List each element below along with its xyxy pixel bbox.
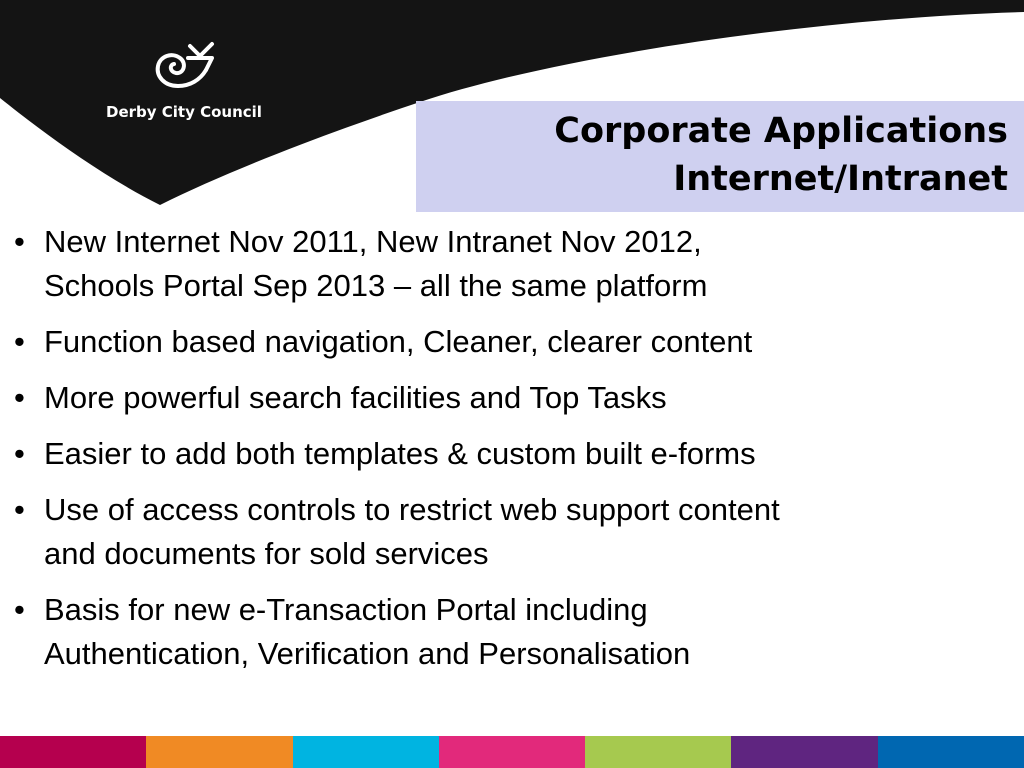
bullet-dot: • [14,324,25,359]
bullet-text-line: Basis for new e-Transaction Portal including [44,592,648,627]
bullet-text-line: Easier to add both templates & custom built e-forms [44,436,756,471]
bullet-item [0,320,780,364]
title-box [416,101,1024,212]
page-title-line-1: Corporate Applications [554,111,1008,151]
bullet-item [0,588,780,676]
stripe-segment [585,736,731,768]
bullet-item [0,376,780,420]
bullet-text-line: More powerful search facilities and Top Tasks [44,380,667,415]
bullet-text-line: Authentication, Verification and Personalisation [44,636,691,671]
bullet-text-line: New Internet Nov 2011, New Intranet Nov 2012, [44,224,702,259]
bullet-item [0,488,780,576]
stripe-segment [0,736,146,768]
bullet-dot: • [14,380,25,415]
bullet-dot: • [14,224,25,259]
ram-logo-icon [150,40,220,100]
stripe-segment [878,736,1024,768]
bullet-dot: • [14,592,25,627]
bullet-text-line: and documents for sold services [44,536,489,571]
stripe-segment [293,736,439,768]
bullet-item [0,220,780,308]
bullet-text-line: Use of access controls to restrict web support content [44,492,780,527]
stripe-segment [731,736,877,768]
footer-color-stripe [0,736,1024,768]
bullet-list [0,220,780,688]
stripe-segment [439,736,585,768]
brand-name: Derby City Council [106,103,262,121]
bullet-text-line: Schools Portal Sep 2013 – all the same platform [44,268,708,303]
bullet-item [0,432,780,476]
page-title-line-2: Internet/Intranet [673,159,1008,199]
bullet-dot: • [14,492,25,527]
bullet-dot: • [14,436,25,471]
bullet-text-line: Function based navigation, Cleaner, clearer content [44,324,753,359]
stripe-segment [146,736,292,768]
